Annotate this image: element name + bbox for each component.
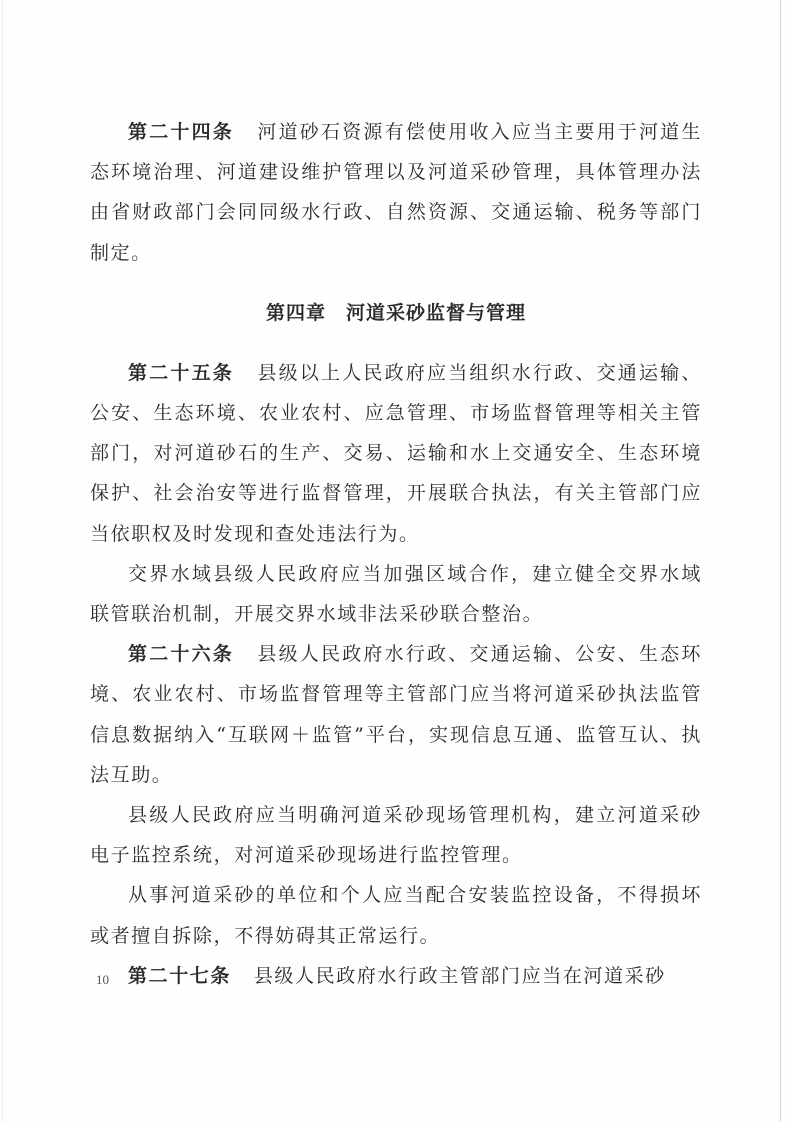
article-text: 县级人民政府水行政主管部门应当在河道采砂 [253, 964, 666, 987]
article-25-paragraph-2: 交界水域县级人民政府应当加强区域合作，建立健全交界水域联管联治机制，开展交界水域非法采砂联合整治。 [90, 562, 702, 626]
article-27 [90, 956, 702, 996]
chapter-heading: 第四章 河道采砂监督与管理 [265, 301, 526, 324]
article-text: 县级人民政府水行政、交通运输、公安、生态环境、农业农村、市场监督管理等主管部门应当将河道采砂执法监管信息数据纳入“互联网＋监管”平台，实现信息互通、监管互认、执法互助。 [90, 643, 702, 786]
scan-edge-left [2, 0, 3, 1122]
article-26-paragraph-3: 从事河道采砂的单位和个人应当配合安装监控设备，不得损坏或者擅自拆除，不得妨碍其正常运行。 [90, 884, 702, 947]
article-label: 第二十五条 [128, 361, 234, 384]
article-label: 第二十七条 [128, 964, 232, 987]
article-26-paragraph-2: 县级人民政府应当明确河道采砂现场管理机构，建立河道采砂电子监控系统，对河道采砂现场进行监控管理。 [90, 804, 702, 867]
article-25 [90, 353, 702, 554]
scan-edge-right [780, 0, 781, 1122]
article-26 [90, 634, 702, 795]
article-label: 第二十六条 [128, 643, 234, 666]
article-24 [90, 112, 702, 273]
article-text: 县级以上人民政府应当组织水行政、交通运输、公安、生态环境、农业农村、应急管理、市场监督管理等相关主管部门，对河道砂石的生产、交易、运输和水上交通安全、生态环境保护、社会治安等进行监督管理，开展联合执法，有关主管部门应当依职权及时发现和查处违法行为。 [90, 361, 702, 545]
article-label: 第二十四条 [128, 121, 234, 143]
page-number: 10 [96, 972, 109, 987]
document-body [90, 112, 702, 996]
article-text: 河道砂石资源有偿使用收入应当主要用于河道生态环境治理、河道建设维护管理以及河道采砂管理，具体管理办法由省财政部门会同同级水行政、自然资源、交通运输、税务等部门制定。 [90, 121, 702, 264]
